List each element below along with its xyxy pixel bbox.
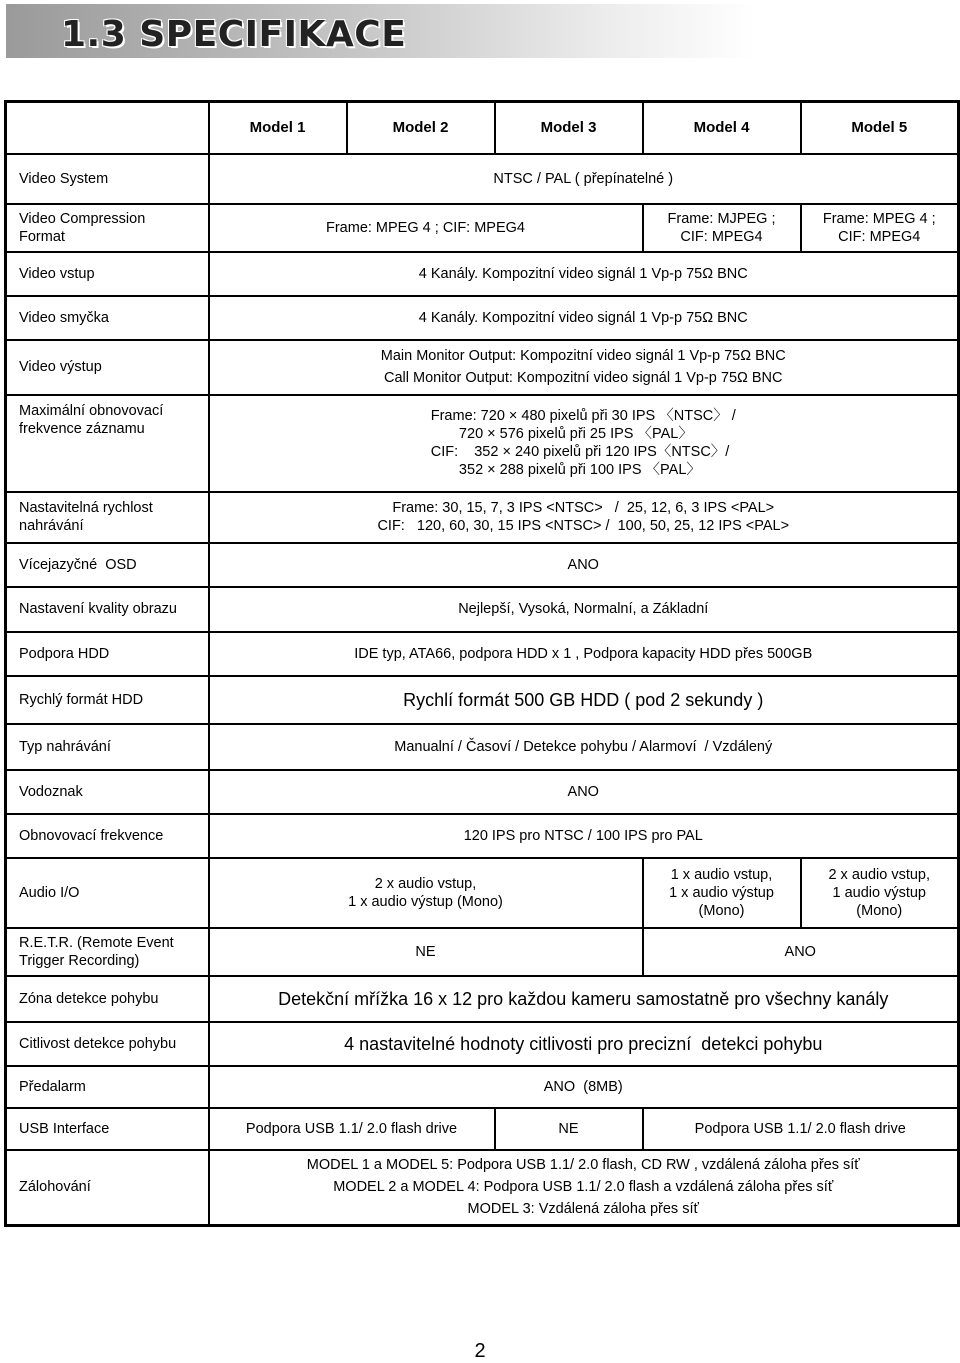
value-line: 2 x audio vstup,	[374, 875, 477, 892]
value-line: MODEL 1 a MODEL 5: Podpora USB 1.1/ 2.0 flash, CD RW , vzdálená záloha přes síť	[306, 1157, 860, 1174]
value-line: Frame: MJPEG ;	[667, 210, 776, 227]
table-row	[6, 204, 959, 252]
header-model-1: Model 1	[209, 102, 347, 154]
label-line: nahrávání	[19, 518, 84, 534]
value-models-4-5: Podpora USB 1.1/ 2.0 flash drive	[643, 1108, 959, 1150]
value-line: Call Monitor Output: Kompozitní video signál 1 Vp-p 75Ω BNC	[383, 370, 783, 386]
table-row	[6, 1150, 959, 1226]
row-label	[6, 492, 209, 543]
row-value	[209, 340, 959, 395]
table-row	[6, 340, 959, 395]
row-label: Vícejazyčné OSD	[6, 543, 209, 587]
table-row	[6, 543, 959, 587]
value-line: (Mono)	[856, 902, 903, 919]
row-value: 4 nastavitelné hodnoty citlivosti pro precizní detekci pohybu	[209, 1022, 959, 1066]
row-label: Video System	[6, 154, 209, 204]
row-value: Manualní / Časoví / Detekce pohybu / Alarmoví / Vzdálený	[209, 724, 959, 770]
value-line: Main Monitor Output: Kompozitní video signál 1 Vp-p 75Ω BNC	[380, 348, 786, 364]
row-value: Detekční mřížka 16 x 12 pro každou kameru samostatně pro všechny kanály	[209, 976, 959, 1022]
table-row	[6, 154, 959, 204]
value-model-4	[643, 858, 801, 928]
row-value: Rychlí formát 500 GB HDD ( pod 2 sekundy )	[209, 676, 959, 724]
label-line: R.E.T.R. (Remote Event	[19, 934, 174, 951]
table-row	[6, 770, 959, 814]
row-value: Nejlepší, Vysoká, Normalní, a Základní	[209, 587, 959, 632]
table-header-row	[6, 102, 959, 154]
label-line: Video Compression	[19, 210, 146, 227]
row-label: Nastavení kvality obrazu	[6, 587, 209, 632]
row-label: Obnovovací frekvence	[6, 814, 209, 858]
value-models-1-3	[209, 858, 643, 928]
row-label: Audio I/O	[6, 858, 209, 928]
row-label: Vodoznak	[6, 770, 209, 814]
row-value	[209, 395, 959, 492]
row-value: 4 Kanály. Kompozitní video signál 1 Vp-p 75Ω BNC	[209, 252, 959, 296]
table-row	[6, 395, 959, 492]
row-label: Zóna detekce pohybu	[6, 976, 209, 1022]
value-line: Frame: 720 × 480 pixelů při 30 IPS 〈NTSC〉 /	[430, 408, 736, 424]
table-row	[6, 252, 959, 296]
row-label: Předalarm	[6, 1066, 209, 1108]
row-label	[6, 928, 209, 976]
row-label: Citlivost detekce pohybu	[6, 1022, 209, 1066]
page-number: 2	[474, 1340, 486, 1362]
row-value	[209, 1150, 959, 1226]
header-model-3: Model 3	[495, 102, 643, 154]
row-label: Rychlý formát HDD	[6, 676, 209, 724]
label-line: frekvence záznamu	[19, 420, 145, 437]
row-label	[6, 395, 209, 492]
row-value: ANO (8MB)	[209, 1066, 959, 1108]
table-row	[6, 814, 959, 858]
label-line: Format	[19, 228, 65, 245]
row-label: Video výstup	[6, 340, 209, 395]
value-models-1-3: NE	[209, 928, 643, 976]
row-value: 4 Kanály. Kompozitní video signál 1 Vp-p 75Ω BNC	[209, 296, 959, 340]
row-label: Video vstup	[6, 252, 209, 296]
value-line: 2 x audio vstup,	[828, 866, 931, 883]
row-label: Typ nahrávání	[6, 724, 209, 770]
row-label: Podpora HDD	[6, 632, 209, 676]
value-line: 352 × 288 pixelů při 100 IPS 〈PAL〉	[430, 462, 701, 478]
table-row	[6, 1108, 959, 1150]
table-row	[6, 1022, 959, 1066]
table-row	[6, 492, 959, 543]
row-value: NTSC / PAL ( přepínatelné )	[209, 154, 959, 204]
header-model-4: Model 4	[643, 102, 801, 154]
row-label: Video smyčka	[6, 296, 209, 340]
title-bar	[6, 4, 756, 58]
header-empty-cell	[6, 102, 209, 154]
row-value	[209, 492, 959, 543]
value-line: MODEL 2 a MODEL 4: Podpora USB 1.1/ 2.0 flash a vzdálená záloha přes síť	[333, 1179, 834, 1196]
value-line: CIF: 352 × 240 pixelů při 120 IPS〈NTSC〉/	[430, 444, 730, 460]
table-row	[6, 976, 959, 1022]
header-model-2: Model 2	[347, 102, 495, 154]
value-line: 1 x audio výstup (Mono)	[348, 893, 503, 910]
row-label: USB Interface	[6, 1108, 209, 1150]
value-models-1-3: Frame: MPEG 4 ; CIF: MPEG4	[209, 204, 643, 252]
value-models-4-5: ANO	[643, 928, 959, 976]
label-line: Trigger Recording)	[19, 952, 140, 969]
row-label: Zálohování	[6, 1150, 209, 1226]
header-model-5: Model 5	[801, 102, 959, 154]
value-line: CIF: MPEG4	[838, 228, 921, 245]
label-line: Maximální obnovovací	[19, 402, 164, 419]
table-row	[6, 928, 959, 976]
value-model-3: NE	[495, 1108, 643, 1150]
value-line: Frame: MPEG 4 ;	[822, 210, 936, 227]
table-row	[6, 587, 959, 632]
table-row	[6, 1066, 959, 1108]
value-line: 1 x audio vstup,	[670, 866, 773, 883]
row-value: 120 IPS pro NTSC / 100 IPS pro PAL	[209, 814, 959, 858]
page-title: 1.3 SPECIFIKACE	[61, 14, 407, 55]
spec-table	[4, 100, 960, 1227]
row-label	[6, 204, 209, 252]
value-line: 1 x audio výstup	[669, 884, 774, 901]
value-line: Frame: 30, 15, 7, 3 IPS <NTSC> / 25, 12, 6, 3 IPS <PAL>	[392, 500, 775, 516]
table-row	[6, 632, 959, 676]
row-value: ANO	[209, 543, 959, 587]
table-row	[6, 858, 959, 928]
value-line: CIF: MPEG4	[680, 228, 763, 245]
label-line: Nastavitelná rychlost	[19, 500, 153, 516]
table-row	[6, 676, 959, 724]
value-model-5	[801, 858, 959, 928]
row-value: ANO	[209, 770, 959, 814]
value-model-5	[801, 204, 959, 252]
value-line: CIF: 120, 60, 30, 15 IPS <NTSC> / 100, 50, 25, 12 IPS <PAL>	[377, 518, 790, 534]
value-line: MODEL 3: Vzdálená záloha přes síť	[467, 1201, 699, 1218]
value-models-1-2: Podpora USB 1.1/ 2.0 flash drive	[209, 1108, 495, 1150]
value-line: 720 × 576 pixelů při 25 IPS 〈PAL〉	[430, 426, 693, 442]
row-value: IDE typ, ATA66, podpora HDD x 1 , Podpora kapacity HDD přes 500GB	[209, 632, 959, 676]
table-row	[6, 724, 959, 770]
table-row	[6, 296, 959, 340]
value-model-4	[643, 204, 801, 252]
value-line: (Mono)	[698, 902, 745, 919]
value-line: 1 audio výstup	[832, 884, 926, 901]
